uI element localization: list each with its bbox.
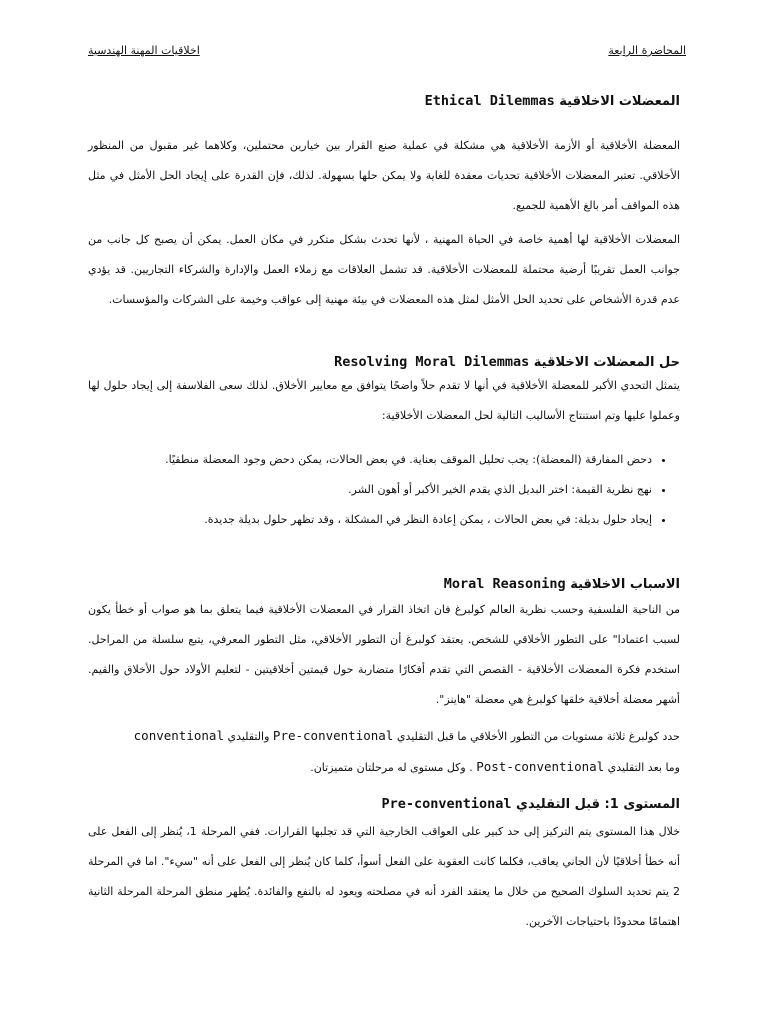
levels-stages-text: . وكل مستوى له مرحلتان متميزتان. — [310, 761, 473, 774]
levels-post-text: وما بعد التقليدي — [607, 761, 680, 774]
paragraph-level-1: خلال هذا المستوى يتم التركيز إلى حد كبير على العواقب الخارجية التي قد تجلبها القرارات. ففي المرحلة 1، يُنظر إلى الفعل على أنه خطأ أخلاقيًا لأن الجاني يعاقب، فكلما كانت العقوبة على الفعل أسوأ، كلما كان يُنظر إلى الفعل على أنه "سيء". اما في المرحلة 2 يتم تحديد السلوك الصحيح من خلال ما يعتقد الفرد أنه في مصلحته ويعود له بالنفع والفائدة. يُظهر منطق المرحلة المرحلة الثانية اهتمامًا محدودًا باحتياجات الآخرين. — [88, 825, 680, 928]
term-conventional: conventional — [133, 728, 224, 743]
paragraph-kohlberg: من الناحية الفلسفية وحسب نظرية العالم كولبرغ فان اتخاذ القرار في المعضلات الأخلاقية فيما يتعلق بما هو صواب أو خطأ يكون لسبب اعتمادا" على التطور الأخلاقي للشخص. يعتقد كولبرغ أن التطور الأخلاقي، مثل التطور المعرفي، يتبع سلسلة من المراحل. استخدم فكرة المعضلات الأخلاقية - القصص التي تقدم أفكارًا متضاربة حول قيمتين أخلاقيتين - لتعليم الأولاد حول الأخلاق والقيم. أشهر معضلة أخلاقية خلقها كولبرغ هي معضلة "هاينز". — [88, 603, 680, 706]
term-post-conventional: Post-conventional — [476, 759, 605, 774]
section-heading-moral-reasoning — [444, 576, 680, 592]
levels-and-traditional: والتقليدي — [227, 730, 270, 743]
heading-arabic: المستوى 1: قبل التقليدي — [516, 797, 680, 812]
header-course-title: اخلاقيات المهنة الهندسية — [88, 44, 200, 57]
header-lecture-number: المحاضرة الرابعة — [608, 44, 686, 57]
section-heading-resolving — [334, 354, 680, 370]
heading-english: Resolving Moral Dilemmas — [334, 354, 530, 370]
heading-arabic: المعضلات الاخلاقية — [559, 94, 680, 109]
heading-arabic: حل المعضلات الاخلاقية — [533, 355, 680, 370]
heading-arabic: الاسباب الاخلاقية — [570, 577, 680, 592]
methods-list — [88, 445, 680, 535]
heading-english: Ethical Dilemmas — [424, 93, 555, 109]
term-pre-conventional: Pre-conventional — [272, 728, 394, 743]
list-item: • نهج نظرية القيمة: اختر البديل الذي يقدم الخير الأكبر أو أهون الشر. — [88, 475, 652, 505]
list-item: • دحض المفارقة (المعضلة): يجب تحليل الموقف بعناية. في بعض الحالات، يمكن دحض وجود المعضلة منطقيًا. — [88, 445, 652, 475]
levels-text: حدد كولبرغ ثلاثة مستويات من التطور الأخلاقي ما قبل التقليدي — [396, 730, 680, 743]
paragraph-definition: المعضلة الأخلاقية أو الأزمة الأخلاقية هي مشكلة في عملية صنع القرار بين خيارين محتملين، وكلاهما غير مقبول من المنظور الأخلاقي. تعتبر المعضلات الأخلاقية تحديات معقدة للغاية ولا يمكن حلها بسهولة. لذلك، فإن القدرة على إيجاد الحل الأمثل في مثل هذه المواقف أمر بالغ الأهمية للجميع. — [88, 139, 680, 212]
paragraph-resolving-intro: يتمثل التحدي الأكبر للمعضلة الأخلاقية في أنها لا تقدم حلاً واضحًا يتوافق مع معايير الأخلاق. لذلك سعى الفلاسفة إلى إيجاد حلول لها وعملوا عليها وتم استنتاج الأساليب التالية لحل المعضلات الأخلاقية: — [88, 379, 680, 422]
paragraph-workplace: المعضلات الأخلاقية لها أهمية خاصة في الحياة المهنية ، لأنها تحدث بشكل متكرر في مكان العمل. يمكن أن يصبح كل جانب من جوانب العمل تقريبًا أرضية محتملة للمعضلات الأخلاقية. قد تشمل العلاقات مع زملاء العمل والإدارة والشركاء التجاريين. قد يؤدي عدم قدرة الأشخاص على تحديد الحل الأمثل لمثل هذه المعضلات في بيئة مهنية إلى عواقب وخيمة على الشركات والمؤسسات. — [88, 233, 680, 306]
section-heading-level-1 — [381, 796, 680, 812]
paragraph-levels — [88, 721, 680, 783]
list-item: • إيجاد حلول بديلة: في بعض الحالات ، يمكن إعادة النظر في المشكلة ، وقد تظهر حلول بديلة جديدة. — [88, 505, 652, 535]
section-heading-ethical-dilemmas — [425, 93, 680, 109]
heading-english: Moral Reasoning — [443, 576, 566, 592]
heading-english: Pre-conventional — [381, 796, 512, 812]
